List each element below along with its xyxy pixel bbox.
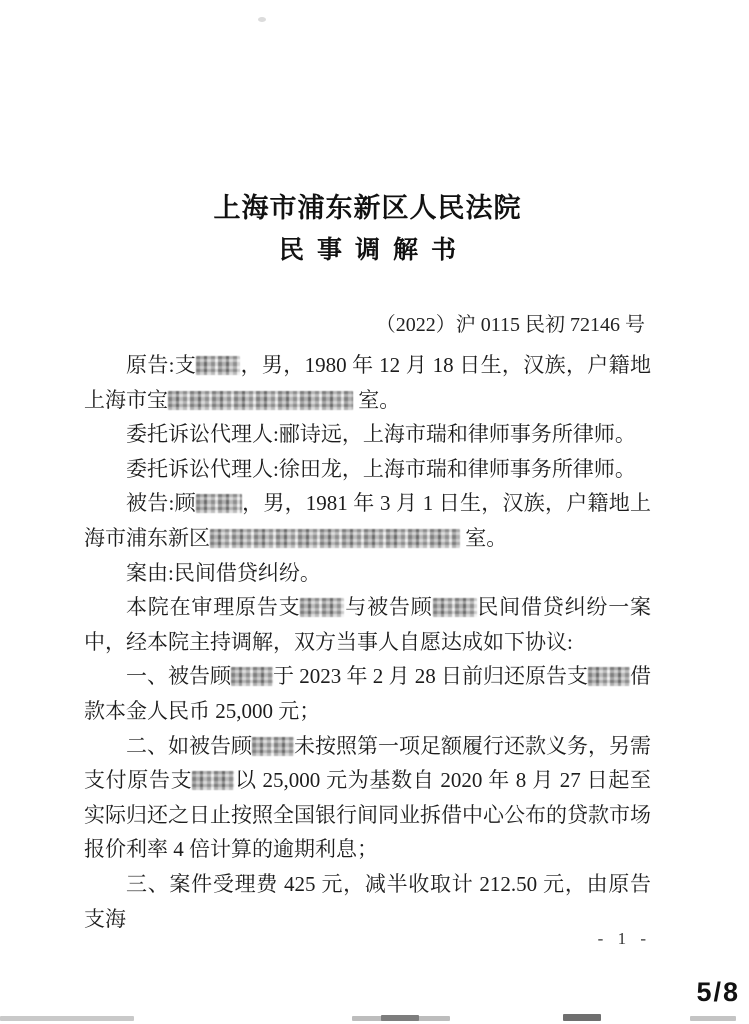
scan-edge-artifact <box>0 1016 134 1021</box>
paragraph: 委托诉讼代理人:郦诗远，上海市瑞和律师事务所律师。 <box>126 422 636 447</box>
redacted-text <box>196 494 242 513</box>
court-name-title: 上海市浦东新区人民法院 <box>213 193 522 223</box>
scan-edge-artifact <box>690 1016 736 1021</box>
paragraph: 三、案件受理费 425 元，减半收取计 212.50 元，由原告支海 <box>84 871 651 931</box>
scan-edge-artifact <box>381 1015 419 1021</box>
paragraph: 原告:支 ，男，1980 年 12 月 18 日生，汉族，户籍地上海市宝 室。 <box>84 353 651 412</box>
case-number: （2022）沪 0115 民初 72146 号 <box>375 314 645 336</box>
redacted-text <box>192 771 234 790</box>
paragraph: 委托诉讼代理人:徐田龙，上海市瑞和律师事务所律师。 <box>126 456 636 481</box>
redacted-text <box>210 529 460 548</box>
redacted-text <box>231 667 273 686</box>
document-type-title: 民事调解书 <box>278 237 469 264</box>
redacted-text <box>300 598 344 617</box>
scan-edge-artifact <box>563 1014 601 1021</box>
paragraph: 本院在审理原告支 与被告顾 民间借贷纠纷一案中，经本院主持调解，双方当事人自愿达成如下协议: <box>84 595 652 654</box>
paragraph: 被告:顾 ，男，1981 年 3 月 1 日生，汉族，户籍地上海市浦东新区 室。 <box>84 491 651 550</box>
redacted-text <box>196 356 240 375</box>
paragraph: 二、如被告顾 未按照第一项足额履行还款义务，另需支付原告支 以 25,000 元为基数自 2020 年 8 月 27 日起至实际归还之日止按照全国银行间同业拆借中心公布的贷款市场报价利率 4 倍计算的逾期利息； <box>84 733 651 862</box>
scan-artifact <box>258 17 266 22</box>
paragraph: 案由:民间借贷纠纷。 <box>126 560 321 585</box>
document-page-number: - 1 - <box>597 929 651 948</box>
redacted-text <box>588 667 630 686</box>
document-body <box>84 348 651 936</box>
paragraph: 一、被告顾 于 2023 年 2 月 28 日前归还原告支 借款本金人民币 25,000 元； <box>84 664 651 723</box>
redacted-text <box>433 598 477 617</box>
redacted-text <box>168 391 353 410</box>
redacted-text <box>252 737 294 756</box>
viewer-page-indicator: 5/8 <box>696 977 740 1007</box>
